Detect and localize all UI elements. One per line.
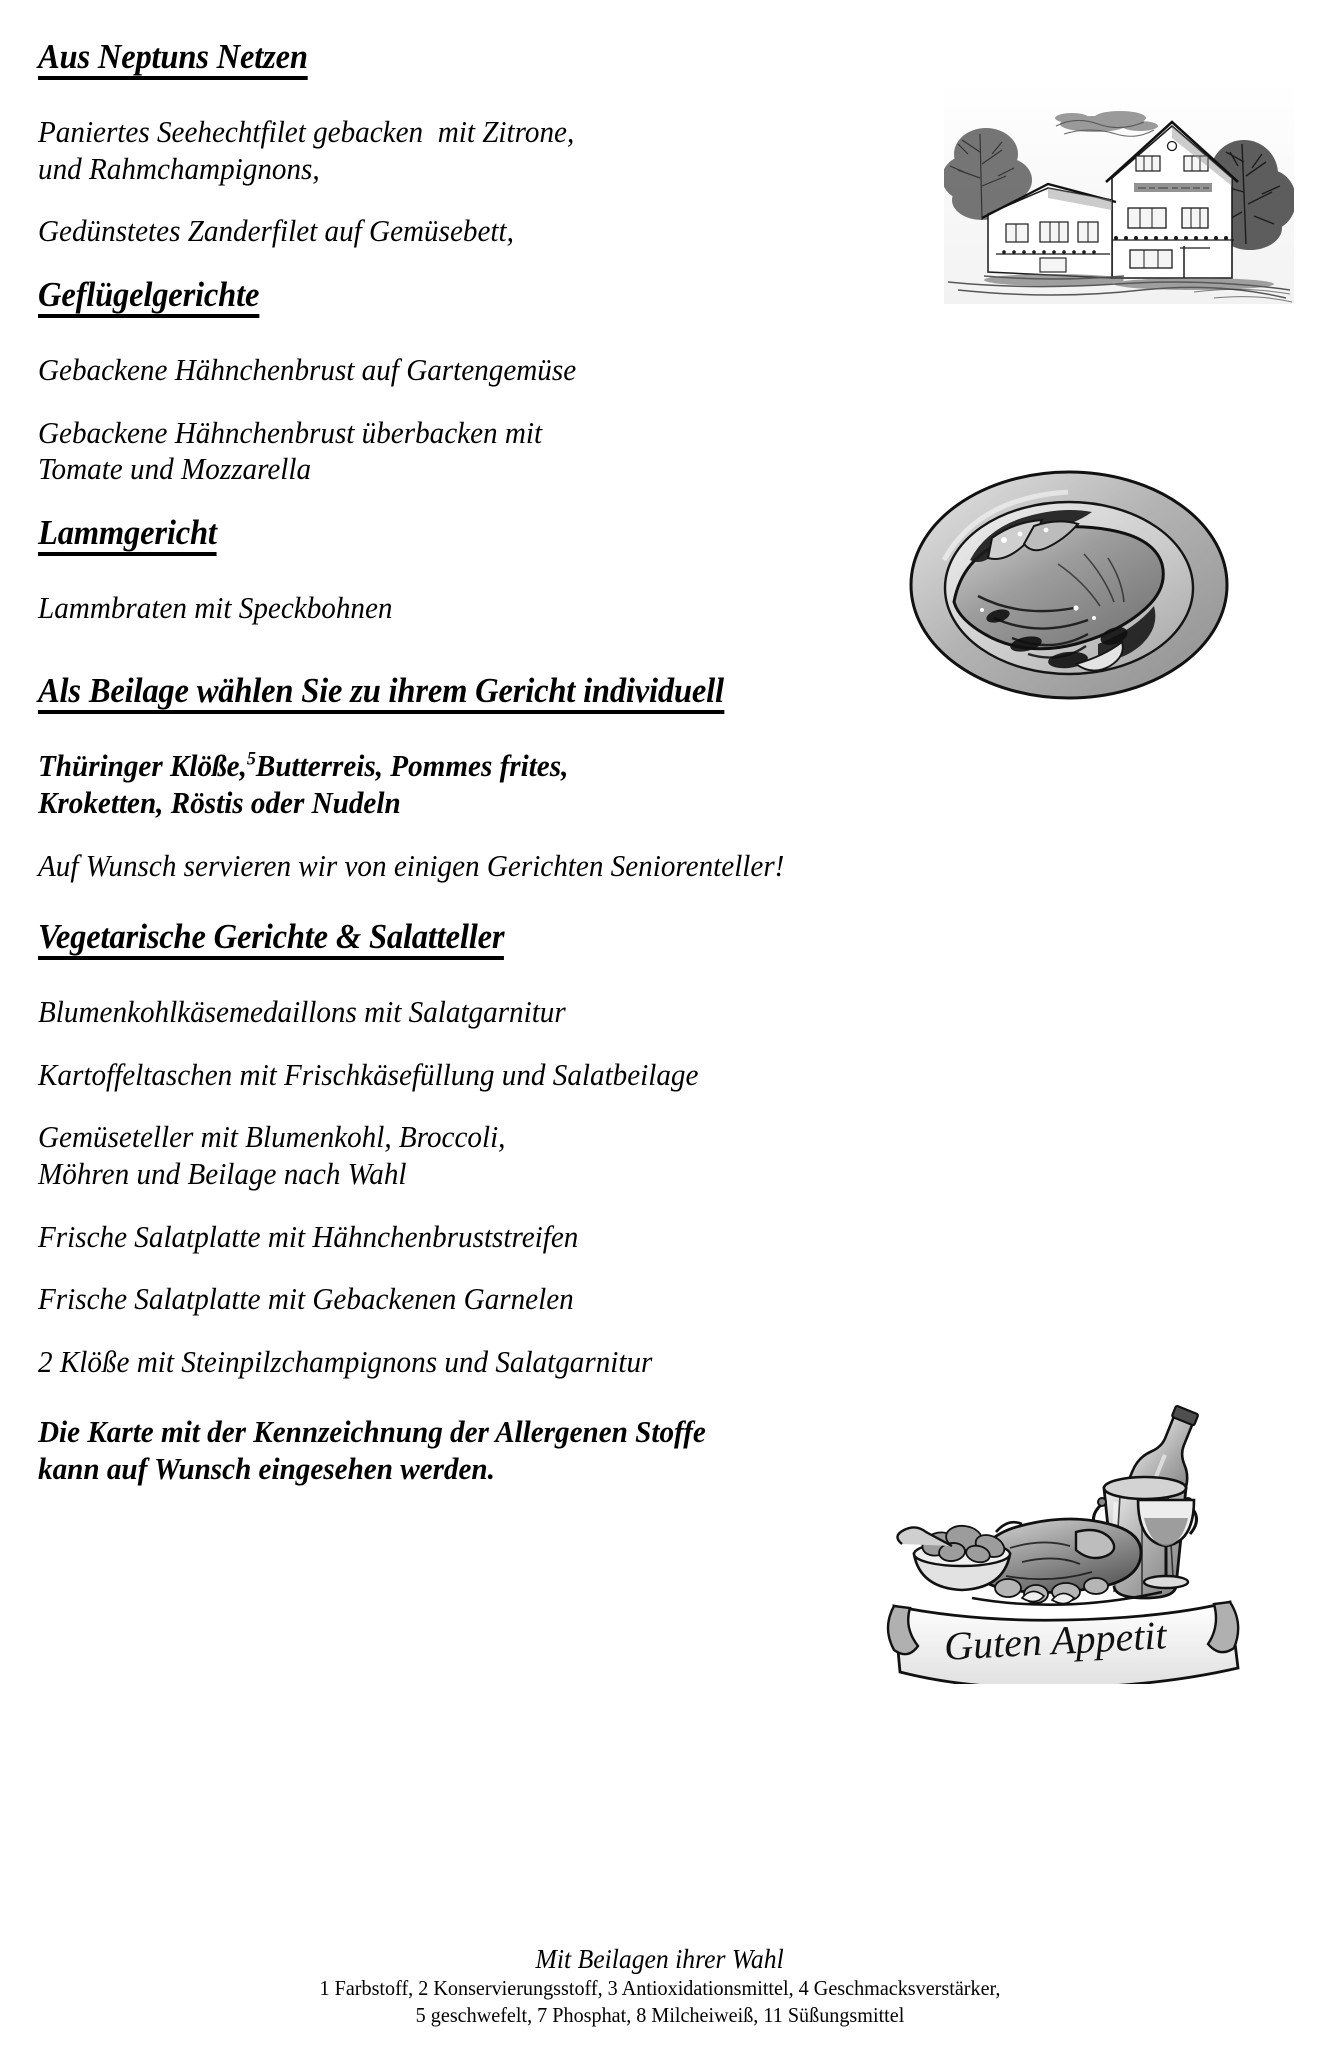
menu-item-veg-4 xyxy=(38,1219,1207,1256)
sides-text-line2: Kroketten, Röstis oder Nudeln xyxy=(38,785,401,820)
menu-item-line: Gedünstetes Zanderfilet auf Gemüsebett, xyxy=(38,213,514,249)
roast-on-plate-illustration xyxy=(908,468,1230,702)
sides-text-after: Butterreis, Pommes frites, xyxy=(255,748,569,784)
section-heading-fish: Aus Neptuns Netzen xyxy=(38,38,308,80)
menu-item-line: Gebackene Hähnchenbrust überbacken mit xyxy=(38,414,543,450)
menu-item-line: Gemüseteller mit Blumenkohl, Broccoli, xyxy=(38,1119,506,1155)
menu-item-line: Paniertes Seehechtfilet gebacken mit Zitrone, xyxy=(38,114,575,150)
section-heading-vegetarian: Vegetarische Gerichte & Salatteller xyxy=(38,918,504,960)
menu-item-veg-2 xyxy=(38,1057,1207,1094)
allergen-legend-line2: 5 geschwefelt, 7 Phosphat, 8 Milcheiweiß, 11 Süßungsmittel xyxy=(415,2002,905,2027)
menu-item-veg-1 xyxy=(38,994,1207,1031)
footer-title: Mit Beilagen ihrer Wahl xyxy=(535,1944,785,1974)
section-heading-lamb: Lammgericht xyxy=(38,514,217,556)
menu-item-line: Möhren und Beilage nach Wahl xyxy=(38,1155,407,1191)
menu-item-line: Lammbraten mit Speckbohnen xyxy=(38,589,393,625)
menu-item-line: Blumenkohlkäsemedaillons mit Salatgarnitur xyxy=(38,994,566,1030)
section-vegetarian-heading-row xyxy=(38,918,1282,960)
page-footer xyxy=(0,1944,1320,2029)
sides-text-before: Thüringer Klöße, xyxy=(38,748,247,784)
footer-title-row xyxy=(0,1944,1320,1975)
menu-item-veg-6 xyxy=(38,1344,1207,1381)
guesthouse-sketch-illustration xyxy=(944,82,1294,304)
menu-item-veg-5 xyxy=(38,1281,1207,1318)
allergen-legend-line1: 1 Farbstoff, 2 Konservierungsstoff, 3 Antioxidationsmittel, 4 Geschmacksverstärker, xyxy=(319,1976,1001,2001)
guten-appetit-illustration xyxy=(880,1392,1242,1684)
sides-list xyxy=(38,748,1207,821)
menu-item-poultry-1 xyxy=(38,352,1207,389)
menu-item-line: Gebackene Hähnchenbrust auf Gartengemüse xyxy=(38,351,577,387)
menu-item-line: Kartoffeltaschen mit Frischkäsefüllung und Salatbeilage xyxy=(38,1056,699,1092)
allergen-superscript-5: 5 xyxy=(246,749,256,771)
banner-text: Guten Appetit xyxy=(942,1612,1168,1669)
section-heading-sides: Als Beilage wählen Sie zu ihrem Gericht individuell xyxy=(38,672,724,714)
menu-item-line: und Rahmchampignons, xyxy=(38,150,320,186)
section-fish-heading-row xyxy=(38,38,1282,80)
menu-item-line: Frische Salatplatte mit Hähnchenbruststreifen xyxy=(38,1218,579,1254)
menu-item-line: Tomate und Mozzarella xyxy=(38,451,312,487)
menu-item-line: 2 Klöße mit Steinpilzchampignons und Salatgarnitur xyxy=(38,1343,653,1379)
section-heading-poultry: Geflügelgerichte xyxy=(38,276,259,318)
menu-item-line: Frische Salatplatte mit Gebackenen Garnelen xyxy=(38,1281,574,1317)
senior-plate-note: Auf Wunsch servieren wir von einigen Gerichten Seniorenteller! xyxy=(38,847,785,883)
menu-item-veg-3 xyxy=(38,1119,1207,1192)
allergen-notice-line1: Die Karte mit der Kennzeichnung der Allergenen Stoffe xyxy=(38,1414,706,1450)
allergen-notice-line2: kann auf Wunsch eingesehen werden. xyxy=(38,1450,495,1486)
